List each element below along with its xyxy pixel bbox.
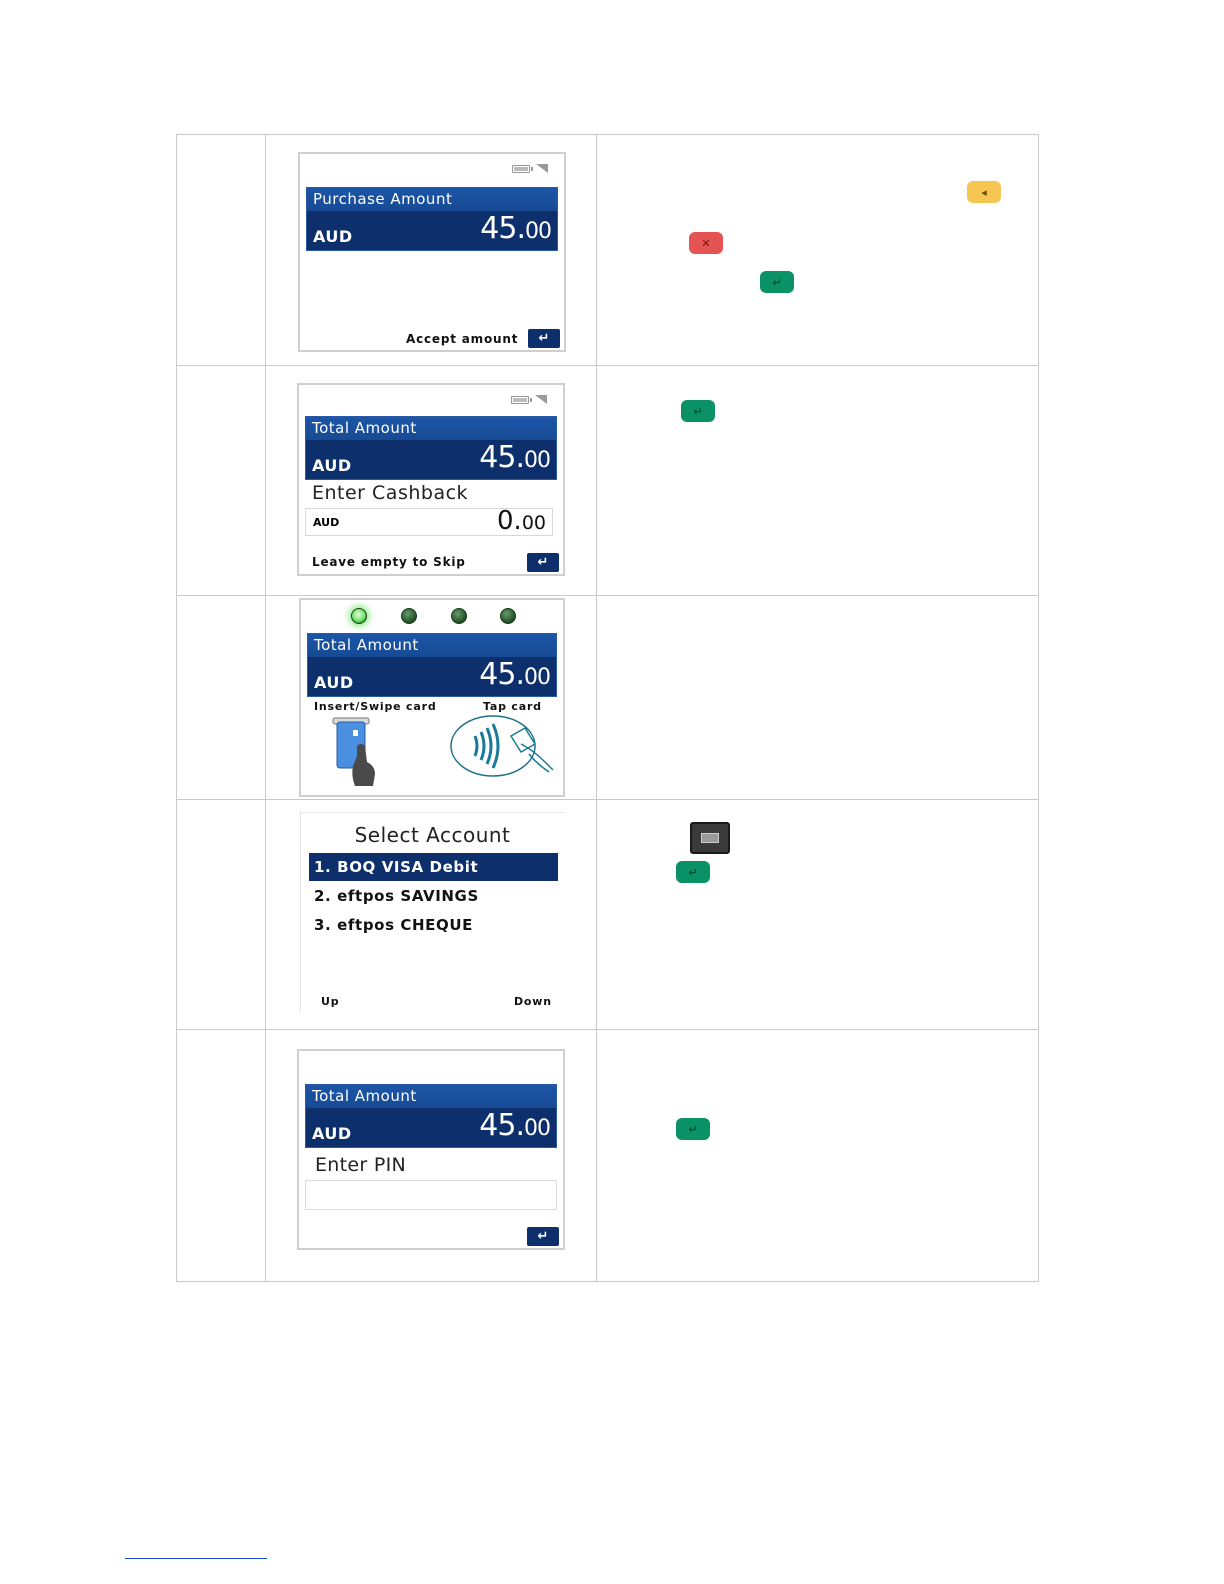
amount-panel [306, 187, 558, 251]
scroll-up-label[interactable]: Up [321, 995, 340, 1008]
select-account-title: Select Account [354, 823, 511, 847]
footnote-separator [125, 1558, 267, 1559]
instruction-cell [597, 135, 1039, 366]
instruction-cell [597, 800, 1039, 1030]
amount-value: 45.00 [479, 1108, 550, 1143]
step-number-cell [177, 800, 266, 1030]
scroll-key-icon [690, 822, 730, 854]
amount-header: Total Amount [308, 634, 556, 657]
enter-button[interactable]: ↵ [527, 1227, 559, 1246]
instruction-cell [597, 596, 1039, 800]
terminal-screen-present-card [299, 598, 565, 797]
step-number-cell [177, 596, 266, 800]
scroll-down-label[interactable]: Down [514, 995, 552, 1008]
led-indicator-icon [451, 608, 467, 624]
insert-swipe-label: Insert/Swipe card [314, 700, 437, 713]
currency-label: AUD [313, 227, 353, 246]
status-bar [512, 164, 548, 173]
terminal-screen-purchase [298, 152, 566, 352]
amount-header: Purchase Amount [307, 188, 557, 211]
battery-icon [512, 165, 530, 173]
signal-icon [536, 164, 548, 173]
step-row [177, 596, 1039, 800]
screen-cell [266, 135, 597, 366]
enter-key-icon: ↵ [760, 271, 794, 293]
enter-key-icon: ↵ [676, 1118, 710, 1140]
screen-cell [266, 1030, 597, 1282]
cancel-key-icon: ✕ [689, 232, 723, 254]
amount-header: Total Amount [306, 417, 556, 440]
contactless-leds [301, 608, 563, 626]
clear-key-icon: ◂ [967, 181, 1001, 203]
instruction-cell [597, 1030, 1039, 1282]
enter-key-icon: ↵ [681, 400, 715, 422]
pin-input[interactable] [305, 1180, 557, 1210]
step-row [177, 366, 1039, 596]
currency-label: AUD [312, 456, 352, 475]
cashback-currency: AUD [313, 516, 340, 529]
skip-prompt: Leave empty to Skip [312, 555, 466, 569]
signal-icon [535, 395, 547, 404]
enter-pin-title: Enter PIN [315, 1154, 407, 1176]
step-number-cell [177, 1030, 266, 1282]
cashback-value: 0.00 [497, 506, 546, 536]
enter-button[interactable]: ↵ [528, 329, 560, 348]
step-number-cell [177, 366, 266, 596]
account-option[interactable]: 1. BOQ VISA Debit [309, 853, 558, 881]
step-number-cell [177, 135, 266, 366]
insert-card-icon [331, 716, 386, 788]
step-row [177, 1030, 1039, 1282]
screen-cell [266, 366, 597, 596]
account-option[interactable]: 2. eftpos SAVINGS [314, 887, 479, 905]
amount-panel [305, 1084, 557, 1148]
enter-button[interactable]: ↵ [527, 553, 559, 572]
led-indicator-icon [401, 608, 417, 624]
led-indicator-icon [500, 608, 516, 624]
screen-cell [266, 596, 597, 800]
amount-value: 45.00 [479, 657, 550, 692]
amount-panel [307, 633, 557, 697]
status-bar [511, 395, 547, 404]
instruction-cell [597, 366, 1039, 596]
amount-panel [305, 416, 557, 480]
terminal-screen-select-account [300, 812, 564, 1012]
currency-label: AUD [312, 1124, 352, 1143]
currency-label: AUD [314, 673, 354, 692]
steps-table [176, 134, 1039, 1282]
account-option[interactable]: 3. eftpos CHEQUE [314, 916, 474, 934]
cashback-input[interactable] [305, 508, 553, 536]
battery-icon [511, 396, 529, 404]
terminal-screen-pin [297, 1049, 565, 1250]
amount-header: Total Amount [306, 1085, 556, 1108]
amount-value: 45.00 [479, 440, 550, 475]
contactless-tap-icon [449, 714, 559, 780]
step-row [177, 135, 1039, 366]
step-row [177, 800, 1039, 1030]
led-indicator-icon [351, 608, 367, 624]
tap-card-label: Tap card [483, 700, 542, 713]
amount-value: 45.00 [480, 211, 551, 246]
cashback-title: Enter Cashback [312, 482, 469, 504]
terminal-screen-cashback [297, 383, 565, 576]
screen-cell [266, 800, 597, 1030]
accept-amount-prompt: Accept amount [406, 332, 519, 346]
enter-key-icon: ↵ [676, 861, 710, 883]
